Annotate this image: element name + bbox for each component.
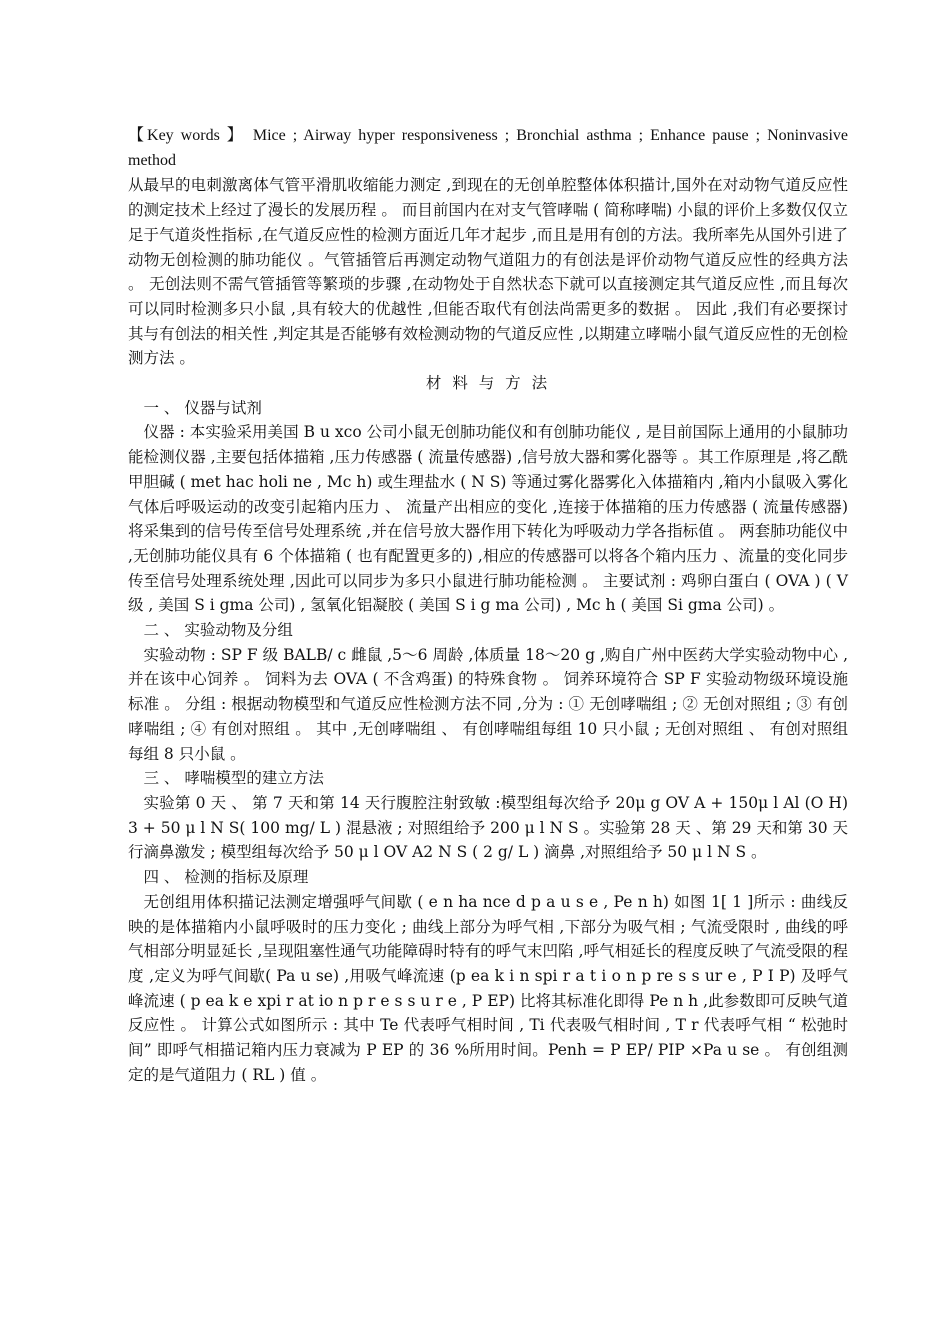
keywords-line	[128, 124, 848, 173]
paragraph-indicators: 无创组用体积描记法测定增强呼气间歇 ( e n ha nce d p a u s e , Pe n h) 如图 1[ 1 ]所示 : 曲线反映的是体描箱内小鼠呼吸时的压力变化 ; 曲线上部分为呼气相 ,下部分为吸气相 ; 气流受限时 , 曲线的呼气相部分明显延长 ,呈现阻塞性通气功能障碍时特有的呼气末凹陷 ,呼气相延长的程度反映了气流受限的程度 ,定义为呼气间歇( Pa u se) ,用吸气峰流速 (p ea k i n spi r a t i o n p re s s ur e , P I P) 及呼气峰流速 ( p ea k e xpi r at io n p r e s s u r e , P EP) 比将其标准化即得 Pe n h ,此参数即可反映气道反应性 。 计算公式如图所示 : 其中 Te 代表呼气相时间 , Ti 代表吸气相时间 , T r 代表呼气相 “ 松弛时间” 即呼气相描记箱内压力衰减为 P EP 的 36 %所用时间。Penh = P EP/ PIP ×Pa u se 。 有创组测定的是气道阻力 ( RL ) 值 。	[128, 892, 848, 1084]
keywords-text: Mice ; Airway hyper responsiveness ; Bronchial asthma ; Enhance pause ; Noninvasive method	[128, 127, 848, 169]
subsection-heading-model: 三 、 哮喘模型的建立方法	[143, 769, 324, 788]
intro-paragraph: 从最早的电刺激离体气管平滑肌收缩能力测定 ,到现在的无创单腔整体体积描计,国外在对动物气道反应性的测定技术上经过了漫长的发展历程 。 而目前国内在对支气管哮喘 ( 简称哮喘) 小鼠的评价上多数仅仅立足于气道炎性指标 ,在气道反应性的检测方面近几年才起步 ,而且是用有创的方法。我所率先从国外引进了动物无创检测的肺功能仪 。气管插管后再测定动物气道阻力的有创法是评价动物气道反应性的经典方法 。 无创法则不需气管插管等繁琐的步骤 ,在动物处于自然状态下就可以直接测定其气道反应性 ,而且每次可以同时检测多只小鼠 ,具有较大的优越性 ,但能否取代有创法尚需更多的数据 。 因此 ,我们有必要探讨其与有创法的相关性 ,判定其是否能够有效检测动物的气道反应性 ,以期建立哮喘小鼠气道反应性的无创检测方法 。	[128, 176, 848, 368]
keywords-label: 【Key words 】	[128, 127, 246, 144]
subsection-heading-animals: 二 、 实验动物及分组	[143, 621, 293, 640]
subsection-heading-indicators: 四 、 检测的指标及原理	[143, 868, 309, 887]
section-title: 材 料 与 方 法	[425, 374, 551, 393]
paragraph-animals: 实验动物 : SP F 级 BALB/ c 雌鼠 ,5～6 周龄 ,体质量 18～20 g ,购自广州中医药大学实验动物中心 ,并在该中心饲养 。 饲料为去 OVA ( 不含鸡蛋) 的特殊食物 。 饲养环境符合 SP F 实验动物级环境设施标准 。 分组 : 根据动物模型和气道反应性检测方法不同 ,分为 : ① 无创哮喘组 ; ② 无创对照组 ; ③ 有创哮喘组 ; ④ 有创对照组 。 其中 ,无创哮喘组 、 有创哮喘组每组 10 只小鼠 ; 无创对照组 、 有创对照组每组 8 只小鼠 。	[128, 645, 848, 763]
subsection-heading-instruments: 一 、 仪器与试剂	[143, 398, 262, 417]
paragraph-model: 实验第 0 天 、 第 7 天和第 14 天行腹腔注射致敏 :模型组每次给予 20μ g OV A + 150μ l Al (O H) 3 + 50 μ l N S( 100 mg/ L ) 混悬液 ; 对照组给予 200 μ l N S 。实验第 28 天 、第 29 天和第 30 天行滴鼻激发 ; 模型组每次给予 50 μ l OV A2 N S ( 2 g/ L ) 滴鼻 ,对照组给予 50 μ l N S 。	[128, 793, 848, 862]
document-page	[128, 124, 848, 1087]
paragraph-instruments: 仪器 : 本实验采用美国 B u xco 公司小鼠无创肺功能仪和有创肺功能仪 , 是目前国际上通用的小鼠肺功能检测仪器 ,主要包括体描箱 ,压力传感器 ( 流量传感器) ,信号放大器和雾化器等 。其工作原理是 ,将乙酰甲胆碱 ( met hac holi ne , Mc h) 或生理盐水 ( N S) 等通过雾化器雾化入体描箱内 ,箱内小鼠吸入雾化气体后呼吸运动的改变引起箱内压力 、 流量产出相应的变化 ,连接于体描箱的压力传感器 ( 流量传感器) 将采集到的信号传至信号处理系统 ,并在信号放大器作用下转化为呼吸动力学各指标值 。 两套肺功能仪中 ,无创肺功能仪具有 6 个体描箱 ( 也有配置更多的) ,相应的传感器可以将各个箱内压力 、流量的变化同步传至信号处理系统处理 ,因此可以同步为多只小鼠进行肺功能检测 。 主要试剂 : 鸡卵白蛋白 ( OVA ) ( Ⅴ 级 , 美国 S i gma 公司) , 氢氧化铝凝胶 ( 美国 S i g ma 公司) , Mc h ( 美国 Si gma 公司) 。	[128, 423, 848, 615]
